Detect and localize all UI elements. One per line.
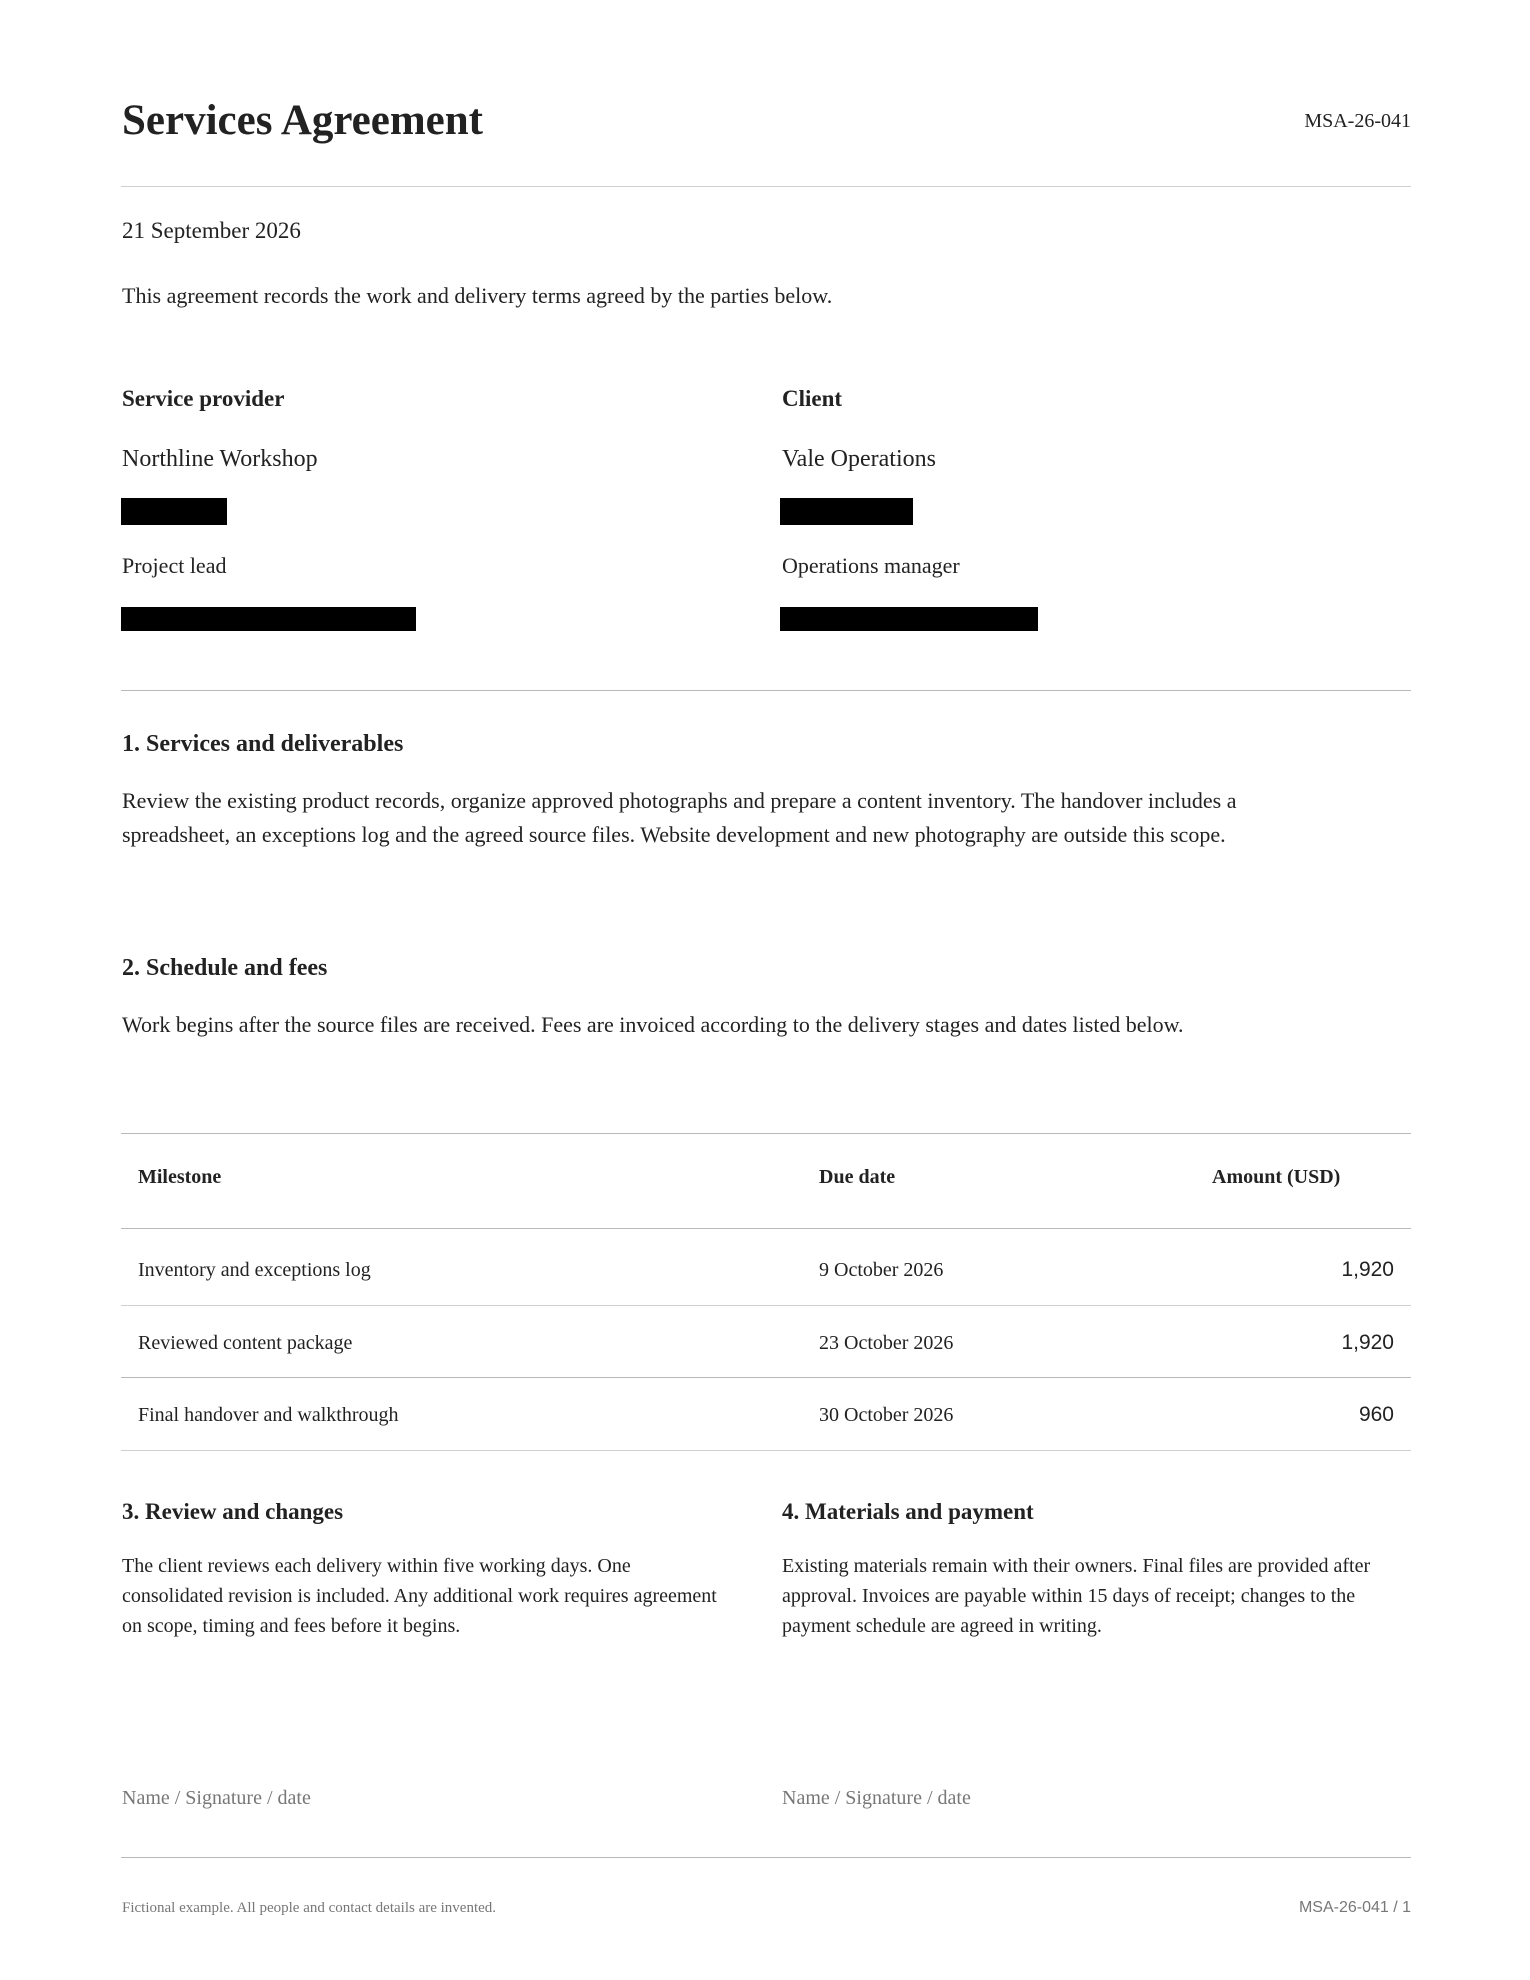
materials-text: Existing materials remain with their owners. Final files are provided after approval. Invoices are payable within 15 days of receipt; changes to the payment schedule are agreed in writing. [782,1555,1371,1637]
client-redaction-2 [780,607,1038,631]
materials-heading: 4. Materials and payment [782,1499,1034,1524]
due-date-cell: 30 October 2026 [819,1404,954,1426]
document-reference: MSA-26-041 [1304,110,1411,132]
footer-note: Fictional example. All people and contact details are invented. [122,1900,497,1916]
footer-page-number: MSA-26-041 / 1 [1298,1899,1411,1916]
amount-cell: 960 [1358,1403,1394,1426]
column-header-due-date: Due date [819,1166,896,1188]
provider-redaction-1 [121,498,227,525]
agreement-page [121,0,1411,1980]
milestone-cell: Final handover and walkthrough [138,1404,399,1426]
client-signature-label: Name / Signature / date [782,1787,971,1809]
table-top-border [121,1133,1411,1134]
parties-divider [121,690,1411,691]
provider-heading: Service provider [122,386,285,411]
client-name: Vale Operations [782,446,936,472]
milestone-cell: Inventory and exceptions log [138,1259,371,1281]
amount-cell: 1,920 [1341,1331,1394,1354]
client-heading: Client [782,386,843,411]
provider-role: Project lead [122,553,227,578]
table-header-border [121,1228,1411,1229]
footer-divider [121,1857,1411,1858]
row-divider [121,1377,1411,1378]
milestone-cell: Reviewed content package [138,1332,353,1354]
column-header-amount: Amount (USD) [1212,1166,1341,1188]
row-divider [121,1305,1411,1306]
header-divider [121,186,1411,187]
provider-signature-label: Name / Signature / date [122,1787,311,1809]
services-text-line-2: spreadsheet, an exceptions log and the agreed source files. Website development and new photography are outside this scope. [122,822,1226,847]
schedule-heading: 2. Schedule and fees [122,955,328,981]
due-date-cell: 9 October 2026 [819,1259,944,1281]
agreement-date: 21 September 2026 [122,218,301,243]
review-heading: 3. Review and changes [122,1499,344,1524]
provider-name: Northline Workshop [122,446,318,472]
services-heading: 1. Services and deliverables [122,731,404,757]
table-bottom-border [121,1450,1411,1451]
intro-text: This agreement records the work and delivery terms agreed by the parties below. [122,283,833,308]
schedule-text: Work begins after the source files are received. Fees are invoiced according to the delivery stages and dates listed below. [122,1012,1184,1037]
provider-redaction-2 [121,607,416,631]
amount-cell: 1,920 [1341,1258,1394,1281]
client-role: Operations manager [782,553,960,578]
client-redaction-1 [780,498,913,525]
column-header-milestone: Milestone [138,1166,222,1188]
review-text: The client reviews each delivery within five working days. One consolidated revision is included. Any additional work requires agreement on scope, timing and fees before it begins. [122,1555,717,1637]
due-date-cell: 23 October 2026 [819,1332,954,1354]
page-title: Services Agreement [122,97,483,144]
services-text-line-1: Review the existing product records, organize approved photographs and prepare a content inventory. The handover includes a [122,788,1237,813]
